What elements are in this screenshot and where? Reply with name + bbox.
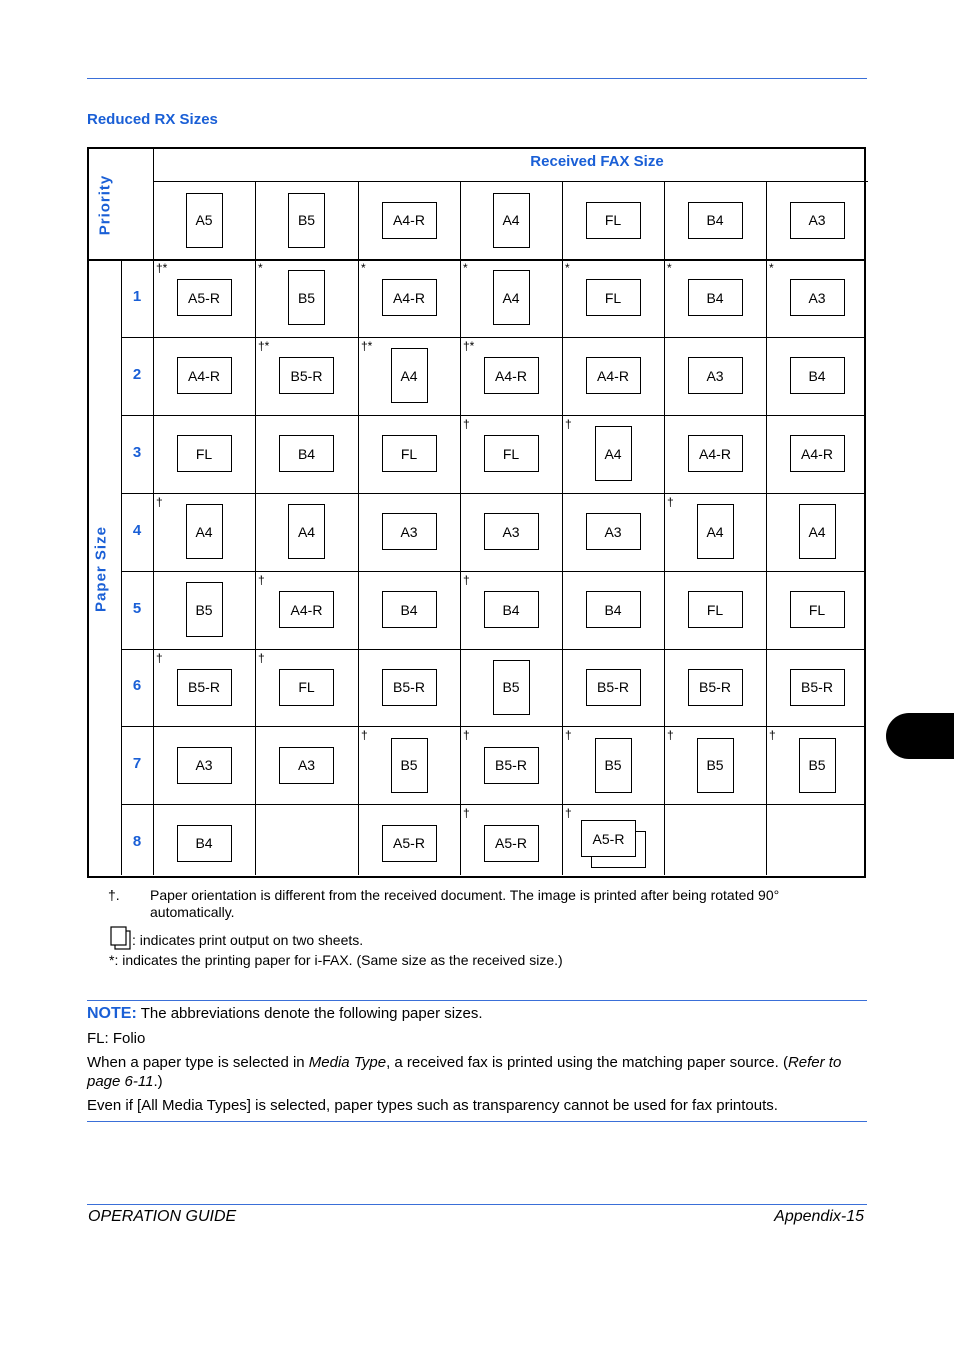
row-divider [121,726,865,727]
note-line-2: FL: Folio [87,1030,146,1047]
received-size-a4: A4 [493,193,530,248]
paper-size-box: B5 [288,270,325,325]
note-label: NOTE: [87,1005,137,1022]
cell-footnote-mark: †* [258,338,270,353]
note-line-1 [87,1004,867,1023]
paper-size-box: A3 [790,279,845,316]
header-divider [153,181,868,182]
row-divider [121,571,865,572]
top-rule [87,78,867,79]
chapter-tab [886,713,954,759]
priority-label-text: Priority [96,174,114,236]
paper-size-box: A4 [288,504,325,559]
cell-footnote-mark: † [667,494,674,509]
paper-size-box: A3 [279,747,334,784]
paper-size-box: A4-R [177,357,232,394]
priority-row-number: 1 [132,287,142,305]
cell-footnote-mark: * [361,261,366,275]
paper-size-box: B5-R [484,747,539,784]
paper-size-box: B5 [186,582,223,637]
paper-size-box: A4-R [484,357,539,394]
paper-size-box: A4-R [790,435,845,472]
paper-size-box: B5 [391,738,428,793]
priority-row-number: 6 [132,677,142,695]
received-fax-size-header: Received FAX Size [530,153,664,170]
received-size-a3: A3 [790,202,845,239]
cell-footnote-mark: * [258,261,263,275]
paper-size-box: B5-R [790,669,845,706]
paper-size-box: B4 [382,591,437,628]
paper-size-box: A5-R [177,279,232,316]
col-divider [255,181,256,875]
paper-size-box: B4 [279,435,334,472]
note-bottom-rule [87,1121,867,1122]
received-size-fl: FL [586,202,641,239]
paper-size-box: B5-R [586,669,641,706]
paper-size-box: FL [790,591,845,628]
footer-guide-title: OPERATION GUIDE [88,1208,237,1225]
paper-size-box: B5 [595,738,632,793]
col-divider [460,181,461,875]
cell-footnote-mark: † [463,728,470,743]
paper-size-box: FL [688,591,743,628]
paper-size-box: FL [279,669,334,706]
paper-size-box: A4 [493,270,530,325]
asterisk-explanation: *: indicates the printing paper for i-FAX. (Same size as the received size.) [109,952,563,968]
paper-size-box: FL [382,435,437,472]
paper-size-box: A5-R [382,825,437,862]
dagger-explanation: Paper orientation is different from the received document. The image is printed after being rotated 90° automatically. [150,887,780,920]
paper-size-box: A5-R [484,825,539,862]
cell-footnote-mark: † [565,416,572,431]
paper-size-box: B4 [586,591,641,628]
note-text-3c: , a received fax is printed using the matching paper source. ( [386,1054,788,1071]
priority-row-number: 8 [132,833,142,851]
received-size-b4: B4 [688,202,743,239]
header-body-divider [89,259,865,261]
paper-size-box: A4-R [586,357,641,394]
row-divider [121,493,865,494]
paper-size-box: A3 [484,513,539,550]
priority-row-number: 7 [132,755,142,773]
cell-footnote-mark: † [463,806,470,821]
paper-size-box: B5-R [688,669,743,706]
paper-size-box: A4 [186,504,223,559]
paper-size-box: A3 [688,357,743,394]
dagger-symbol: †. [108,887,120,903]
cell-footnote-mark: †* [463,338,475,353]
note-line-4: Even if [All Media Types] is selected, paper types such as transparency cannot be used for fax printouts. [87,1097,778,1114]
cell-footnote-mark: * [463,261,468,275]
paper-size-box: A4 [595,426,632,481]
cell-footnote-mark: † [667,728,674,743]
paper-size-box: B4 [688,279,743,316]
priority-row-number: 4 [132,521,142,539]
note-line-3 [87,1053,867,1091]
paper-size-box: FL [177,435,232,472]
paper-size-box: B5-R [279,357,334,394]
row-divider [121,649,865,650]
paper-size-box: B5 [697,738,734,793]
cell-footnote-mark: * [565,261,570,275]
page-reference-link[interactable]: Refer to page 6-11 [87,1054,842,1090]
received-size-b5: B5 [288,193,325,248]
paper-size-box: A4-R [279,591,334,628]
paper-size-box: FL [586,279,641,316]
paper-size-box: A3 [177,747,232,784]
cell-footnote-mark: * [769,261,774,275]
cell-footnote-mark: † [156,650,163,665]
cell-footnote-mark: † [463,572,470,587]
two-sheets-icon [110,926,132,950]
cell-footnote-mark: † [361,728,368,743]
footer-page-number: Appendix-15 [774,1208,864,1225]
row-divider [121,415,865,416]
note-top-rule [87,1000,867,1001]
col-divider [153,149,154,875]
media-type-term: Media Type [308,1054,387,1071]
row-divider [121,804,865,805]
note-text-3e: .) [153,1073,163,1090]
received-size-a5: A5 [186,193,223,248]
paper-size-box: A4 [799,504,836,559]
cell-footnote-mark: † [565,728,572,743]
col-divider [562,181,563,875]
paper-size-box: B5-R [177,669,232,706]
reduced-rx-table [87,147,866,878]
paper-size-box: B5 [799,738,836,793]
two-sheet-front-box: A5-R [581,820,636,857]
cell-footnote-mark: † [769,728,776,743]
paper-size-box: A3 [382,513,437,550]
paper-size-box: B5-R [382,669,437,706]
note-text-1: The abbreviations denote the following paper sizes. [140,1005,483,1022]
cell-footnote-mark: * [667,261,672,275]
note-text-3a: When a paper type is selected in [87,1054,309,1071]
received-size-a4-r: A4-R [382,202,437,239]
priority-row-number: 5 [132,599,142,617]
cell-footnote-mark: † [258,572,265,587]
paper-size-box: A4-R [688,435,743,472]
row-divider [121,337,865,338]
paper-size-box: A3 [586,513,641,550]
col-divider [121,259,122,875]
paper-size-box: A4-R [382,279,437,316]
paper-size-label-text: Paper Size [92,526,110,612]
paper-size-box: B4 [177,825,232,862]
paper-size-box: B4 [790,357,845,394]
col-divider [766,181,767,875]
paper-size-box: A4 [391,348,428,403]
paper-size-box: A4 [697,504,734,559]
paper-size-box: FL [484,435,539,472]
cell-footnote-mark: † [463,416,470,431]
cell-footnote-mark: † [258,650,265,665]
footer-rule [87,1204,867,1205]
priority-row-number: 2 [132,365,142,383]
paper-size-box: B5 [493,660,530,715]
col-divider [358,181,359,875]
two-sheets-explanation: : indicates print output on two sheets. [132,932,364,948]
cell-footnote-mark: †* [156,261,168,275]
col-divider [664,181,665,875]
cell-footnote-mark: † [565,806,572,821]
priority-row-number: 3 [132,443,142,461]
cell-footnote-mark: †* [361,338,373,353]
cell-footnote-mark: † [156,494,163,509]
paper-size-box: B4 [484,591,539,628]
section-title: Reduced RX Sizes [87,111,218,128]
